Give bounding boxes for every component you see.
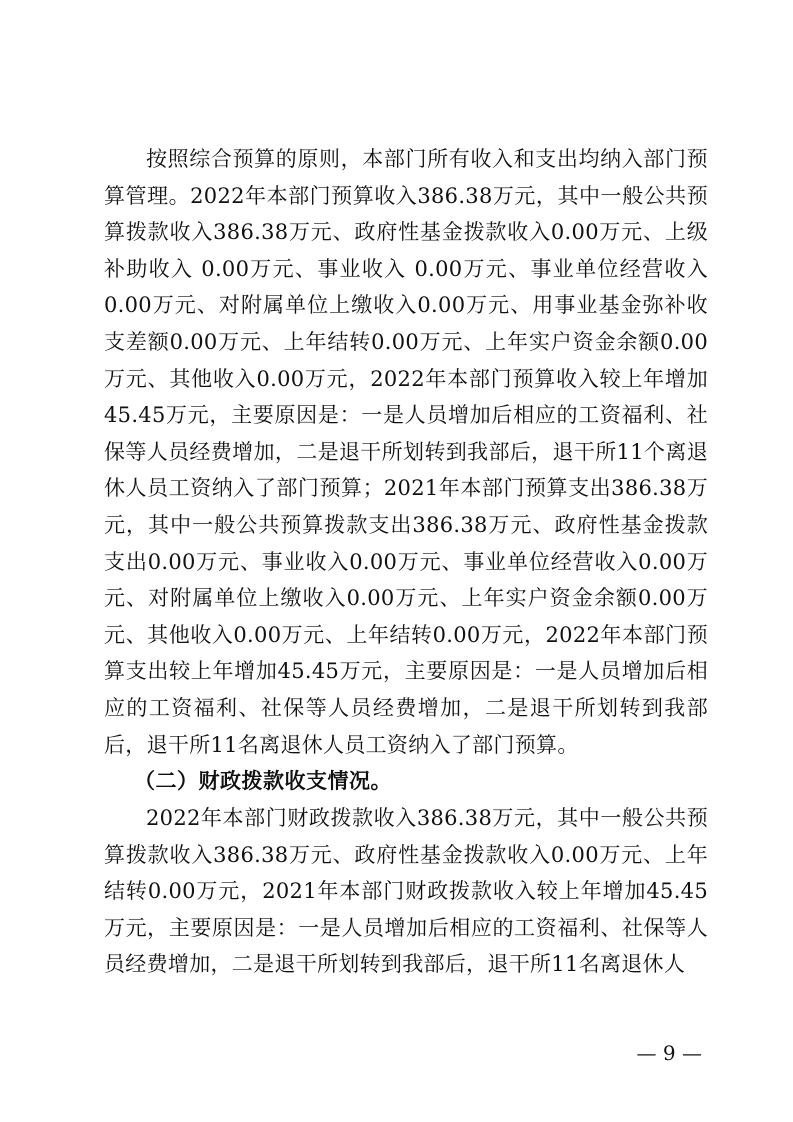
body-paragraph-budget-overview: 按照综合预算的原则，本部门所有收入和支出均纳入部门预算管理。2022年本部门预算收入386.38万元，其中一般公共预算拨款收入386.38万元、政府性基金拨款收入0.00万元、上级补助收入 0.00万元、事业收入 0.00万元、事业单位经营收入0.00万元、对附属单位上缴收入0.00万元、用事业基金弥补收支差额0.00万元、上年结转0.00万元、上年实户资金余额0.00万元、其他收入0.00万元，2022年本部门预算收入较上年增加45.45万元，主要原因是：一是人员增加后相应的工资福利、社保等人员经费增加，二是退干所划转到我部后，退干所11个离退休人员工资纳入了部门预算；2021年本部门预算支出386.38万元，其中一般公共预算拨款支出386.38万元、政府性基金拨款支出0.00万元、事业收入0.00万元、事业单位经营收入0.00万元、对附属单位上缴收入0.00万元、上年实户资金余额0.00万元、其他收入0.00万元、上年结转0.00万元，2022年本部门预算支出较上年增加45.45万元，主要原因是：一是人员增加后相应的工资福利、社保等人员经费增加，二是退干所划转到我部后，退干所11名离退休人员工资纳入了部门预算。: [104, 147, 708, 757]
section-heading-fiscal-appropriation: （二）财政拨款收支情况。: [134, 768, 392, 793]
body-paragraph-fiscal-appropriation: 2022年本部门财政拨款收入386.38万元，其中一般公共预算拨款收入386.38万元、政府性基金拨款收入0.00万元、上年结转0.00万元，2021年本部门财政拨款收入较上年增加45.45万元，主要原因是：一是人员增加后相应的工资福利、社保等人员经费增加，二是退干所划转到我部后，退干所11名离退休人: [104, 806, 708, 977]
page-number: — 9 —: [636, 1041, 702, 1065]
